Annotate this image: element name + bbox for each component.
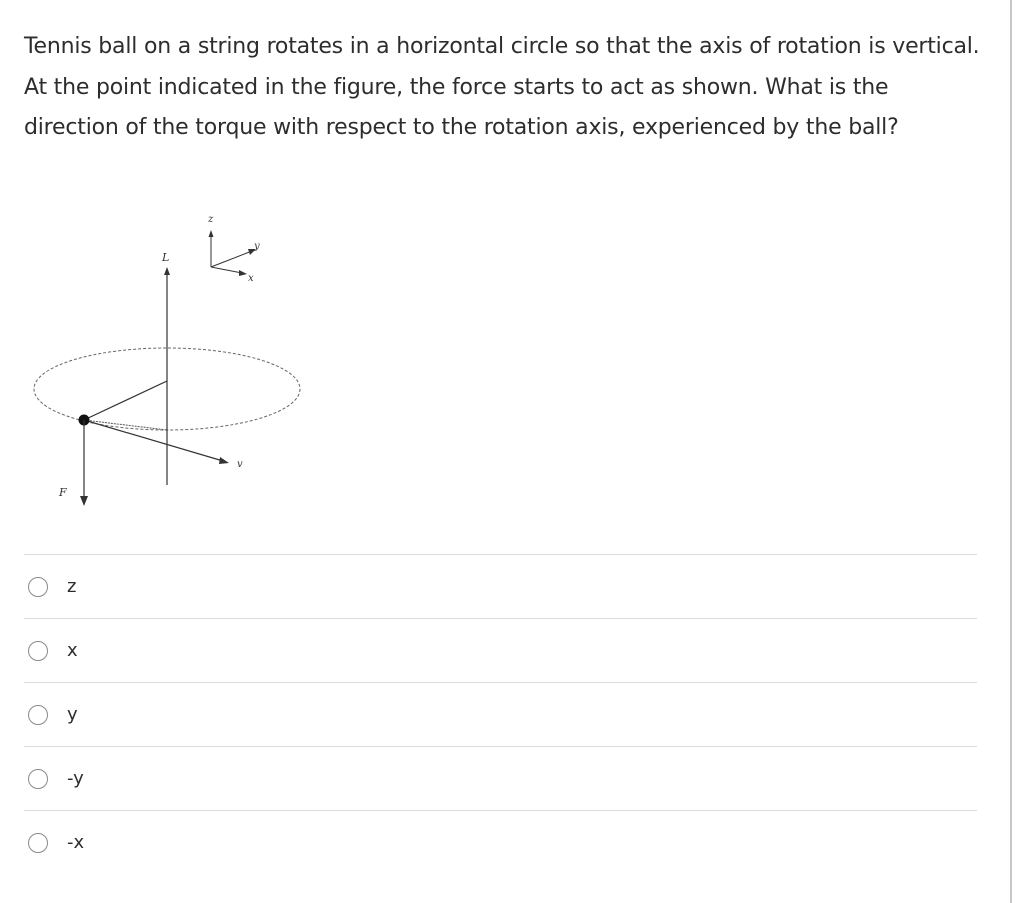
physics-figure: [28, 205, 318, 510]
y-axis: [211, 251, 252, 267]
label-F: F: [59, 486, 67, 499]
x-axis-arrow: [239, 270, 247, 276]
label-L: L: [162, 251, 170, 264]
answer-option[interactable]: [24, 618, 977, 682]
label-v: v: [237, 459, 243, 470]
string: [84, 381, 167, 420]
answer-option[interactable]: [24, 810, 977, 874]
answer-option[interactable]: [24, 682, 977, 746]
z-axis-arrow: [209, 230, 214, 237]
label-x: x: [248, 273, 254, 284]
x-axis: [211, 267, 242, 273]
answer-label: y: [67, 704, 78, 725]
velocity-line: [84, 420, 223, 461]
radio-button[interactable]: [28, 641, 48, 661]
angular-momentum-arrow: [164, 267, 170, 275]
radio-button[interactable]: [28, 705, 48, 725]
radio-button[interactable]: [28, 577, 48, 597]
question-text: Tennis ball on a string rotates in a horizontal circle so that the axis of rotation is vertical. At the point indicated in the figure, the force starts to act as shown. What is the direction of the torque with respect to the rotation axis, experienced by the ball?: [24, 34, 980, 140]
velocity-arrow: [219, 457, 229, 464]
answer-list: [24, 554, 977, 874]
answer-option[interactable]: [24, 746, 977, 810]
answer-label: -y: [67, 768, 84, 789]
label-y: y: [254, 241, 260, 252]
label-z: z: [208, 214, 214, 225]
answer-label: -x: [67, 832, 85, 853]
radio-button[interactable]: [28, 833, 48, 853]
radius-line: [84, 420, 167, 430]
force-arrow: [80, 496, 88, 506]
answer-option[interactable]: [24, 554, 977, 618]
answer-label: z: [67, 576, 77, 597]
answer-label: x: [67, 640, 78, 661]
radio-button[interactable]: [28, 769, 48, 789]
